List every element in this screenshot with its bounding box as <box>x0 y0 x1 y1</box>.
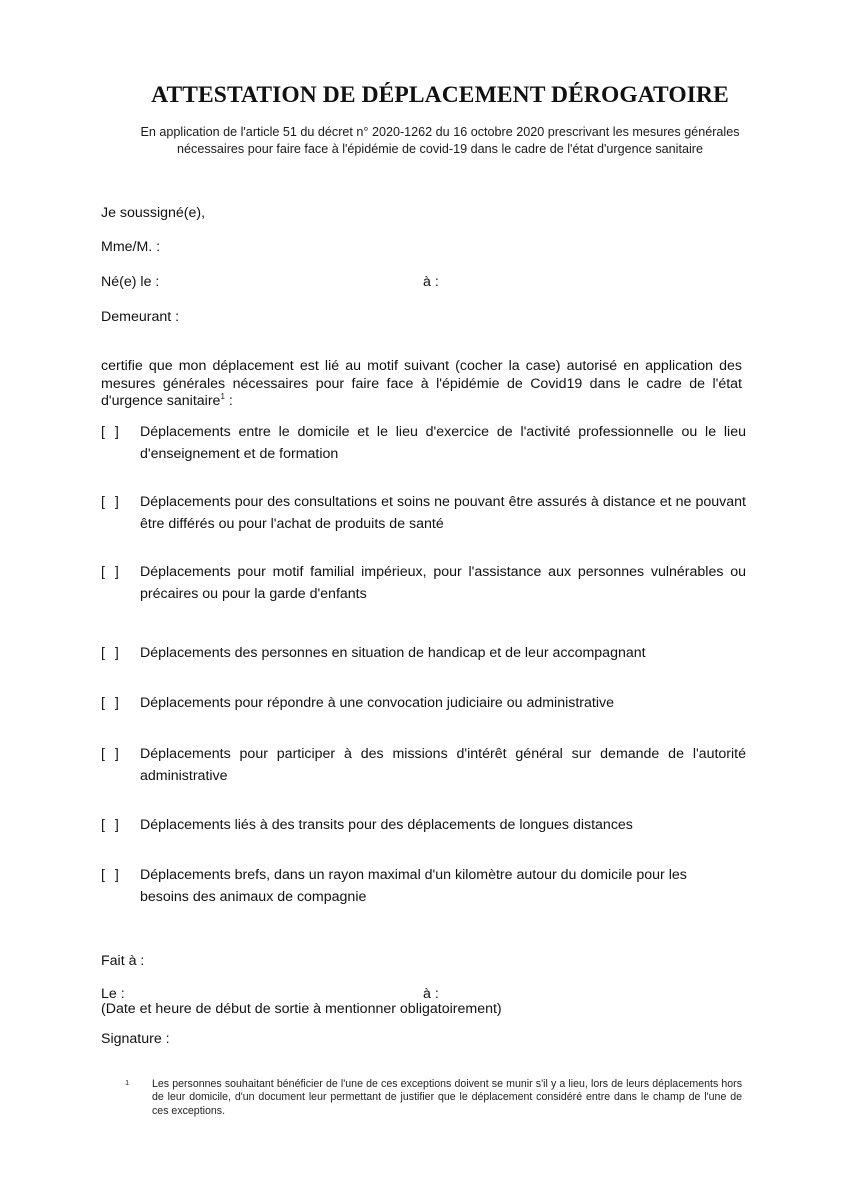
footnote <box>125 1078 742 1118</box>
document-title: ATTESTATION DE DÉPLACEMENT DÉROGATOIRE <box>151 82 729 108</box>
checkbox[interactable]: [ ] <box>101 564 122 580</box>
certification-suffix: : <box>224 393 233 409</box>
name-field[interactable] <box>101 239 160 255</box>
reason-item-family[interactable] <box>101 562 746 605</box>
reason-text: Déplacements pour motif familial impérieux, pour l'assistance aux personnes vulnérables ou précaires ou pour la garde d'enfants <box>140 564 746 602</box>
reason-text: Déplacements pour participer à des missions d'intérêt général sur demande de l'autorité administrative <box>140 746 746 784</box>
birth-date-label: Né(e) le : <box>101 274 160 290</box>
address-label: Demeurant : <box>101 309 180 325</box>
address-field[interactable] <box>101 309 179 325</box>
checkbox[interactable]: [ ] <box>101 424 122 440</box>
date-note: (Date et heure de début de sortie à mentionner obligatoirement) <box>101 1001 502 1017</box>
reason-item-general-interest[interactable] <box>101 744 746 787</box>
checkbox[interactable]: [ ] <box>101 867 122 883</box>
reason-text: Déplacements liés à des transits pour des déplacements de longues distances <box>140 817 633 833</box>
reason-text: Déplacements pour des consultations et soins ne pouvant être assurés à distance et ne pouvant être différés ou pour l'achat de produits de santé <box>140 494 746 532</box>
footnote-text: Les personnes souhaitant bénéficier de l'une de ces exceptions doivent se munir s'il y a lieu, lors de leurs déplacements hors de leur domicile, d'un document leur permettant de justifier que le déplacement considéré entre dans le champ de l'une de ces exceptions. <box>152 1078 742 1117</box>
birth-place-field[interactable] <box>423 274 439 290</box>
reason-item-health[interactable] <box>101 492 746 535</box>
certification-statement <box>101 358 742 411</box>
reason-item-pets[interactable] <box>101 865 721 908</box>
date-field[interactable] <box>101 986 125 1002</box>
reason-item-transit[interactable] <box>101 815 746 837</box>
checkbox[interactable]: [ ] <box>101 645 122 661</box>
declarant-intro: Je soussigné(e), <box>101 205 206 221</box>
reason-item-work[interactable] <box>101 422 746 465</box>
reason-text: Déplacements pour répondre à une convocation judiciaire ou administrative <box>140 695 614 711</box>
place-field[interactable] <box>101 953 144 969</box>
legal-reference-line-1: En application de l'article 51 du décret n° 2020-1262 du 16 octobre 2020 prescrivant les mesures générales <box>140 125 740 139</box>
checkbox[interactable]: [ ] <box>101 746 122 762</box>
checkbox[interactable]: [ ] <box>101 695 122 711</box>
signature-label: Signature : <box>101 1031 170 1047</box>
footnote-mark: 1 <box>125 1078 130 1087</box>
birth-date-field[interactable] <box>101 274 159 290</box>
date-label: Le : <box>101 986 125 1002</box>
time-label: à : <box>423 986 439 1002</box>
legal-reference <box>100 124 780 158</box>
legal-reference-line-2: nécessaires pour faire face à l'épidémie de covid-19 dans le cadre de l'état d'urgence sanitaire <box>177 142 703 156</box>
reason-item-summons[interactable] <box>101 693 746 715</box>
reason-item-disability[interactable] <box>101 643 746 665</box>
checkbox[interactable]: [ ] <box>101 494 122 510</box>
place-label: Fait à : <box>101 953 145 969</box>
reason-text: Déplacements des personnes en situation de handicap et de leur accompagnant <box>140 645 646 661</box>
birth-place-label: à : <box>423 274 439 290</box>
checkbox[interactable]: [ ] <box>101 817 122 833</box>
reason-text: Déplacements entre le domicile et le lieu d'exercice de l'activité professionnelle ou le lieu d'enseignement et de formation <box>140 424 746 462</box>
signature-field[interactable] <box>101 1031 170 1047</box>
reason-text: Déplacements brefs, dans un rayon maximal d'un kilomètre autour du domicile pour les besoins des animaux de compagnie <box>140 867 687 905</box>
time-field[interactable] <box>423 986 439 1002</box>
certification-text: certifie que mon déplacement est lié au motif suivant (cocher la case) autorisé en application des mesures générales nécessaires pour faire face à l'épidémie de Covid19 dans le cadre de l'état d'urgence sanitaire <box>101 358 742 409</box>
name-label: Mme/M. : <box>101 239 161 255</box>
footnote-reference[interactable]: 1 <box>220 392 225 401</box>
